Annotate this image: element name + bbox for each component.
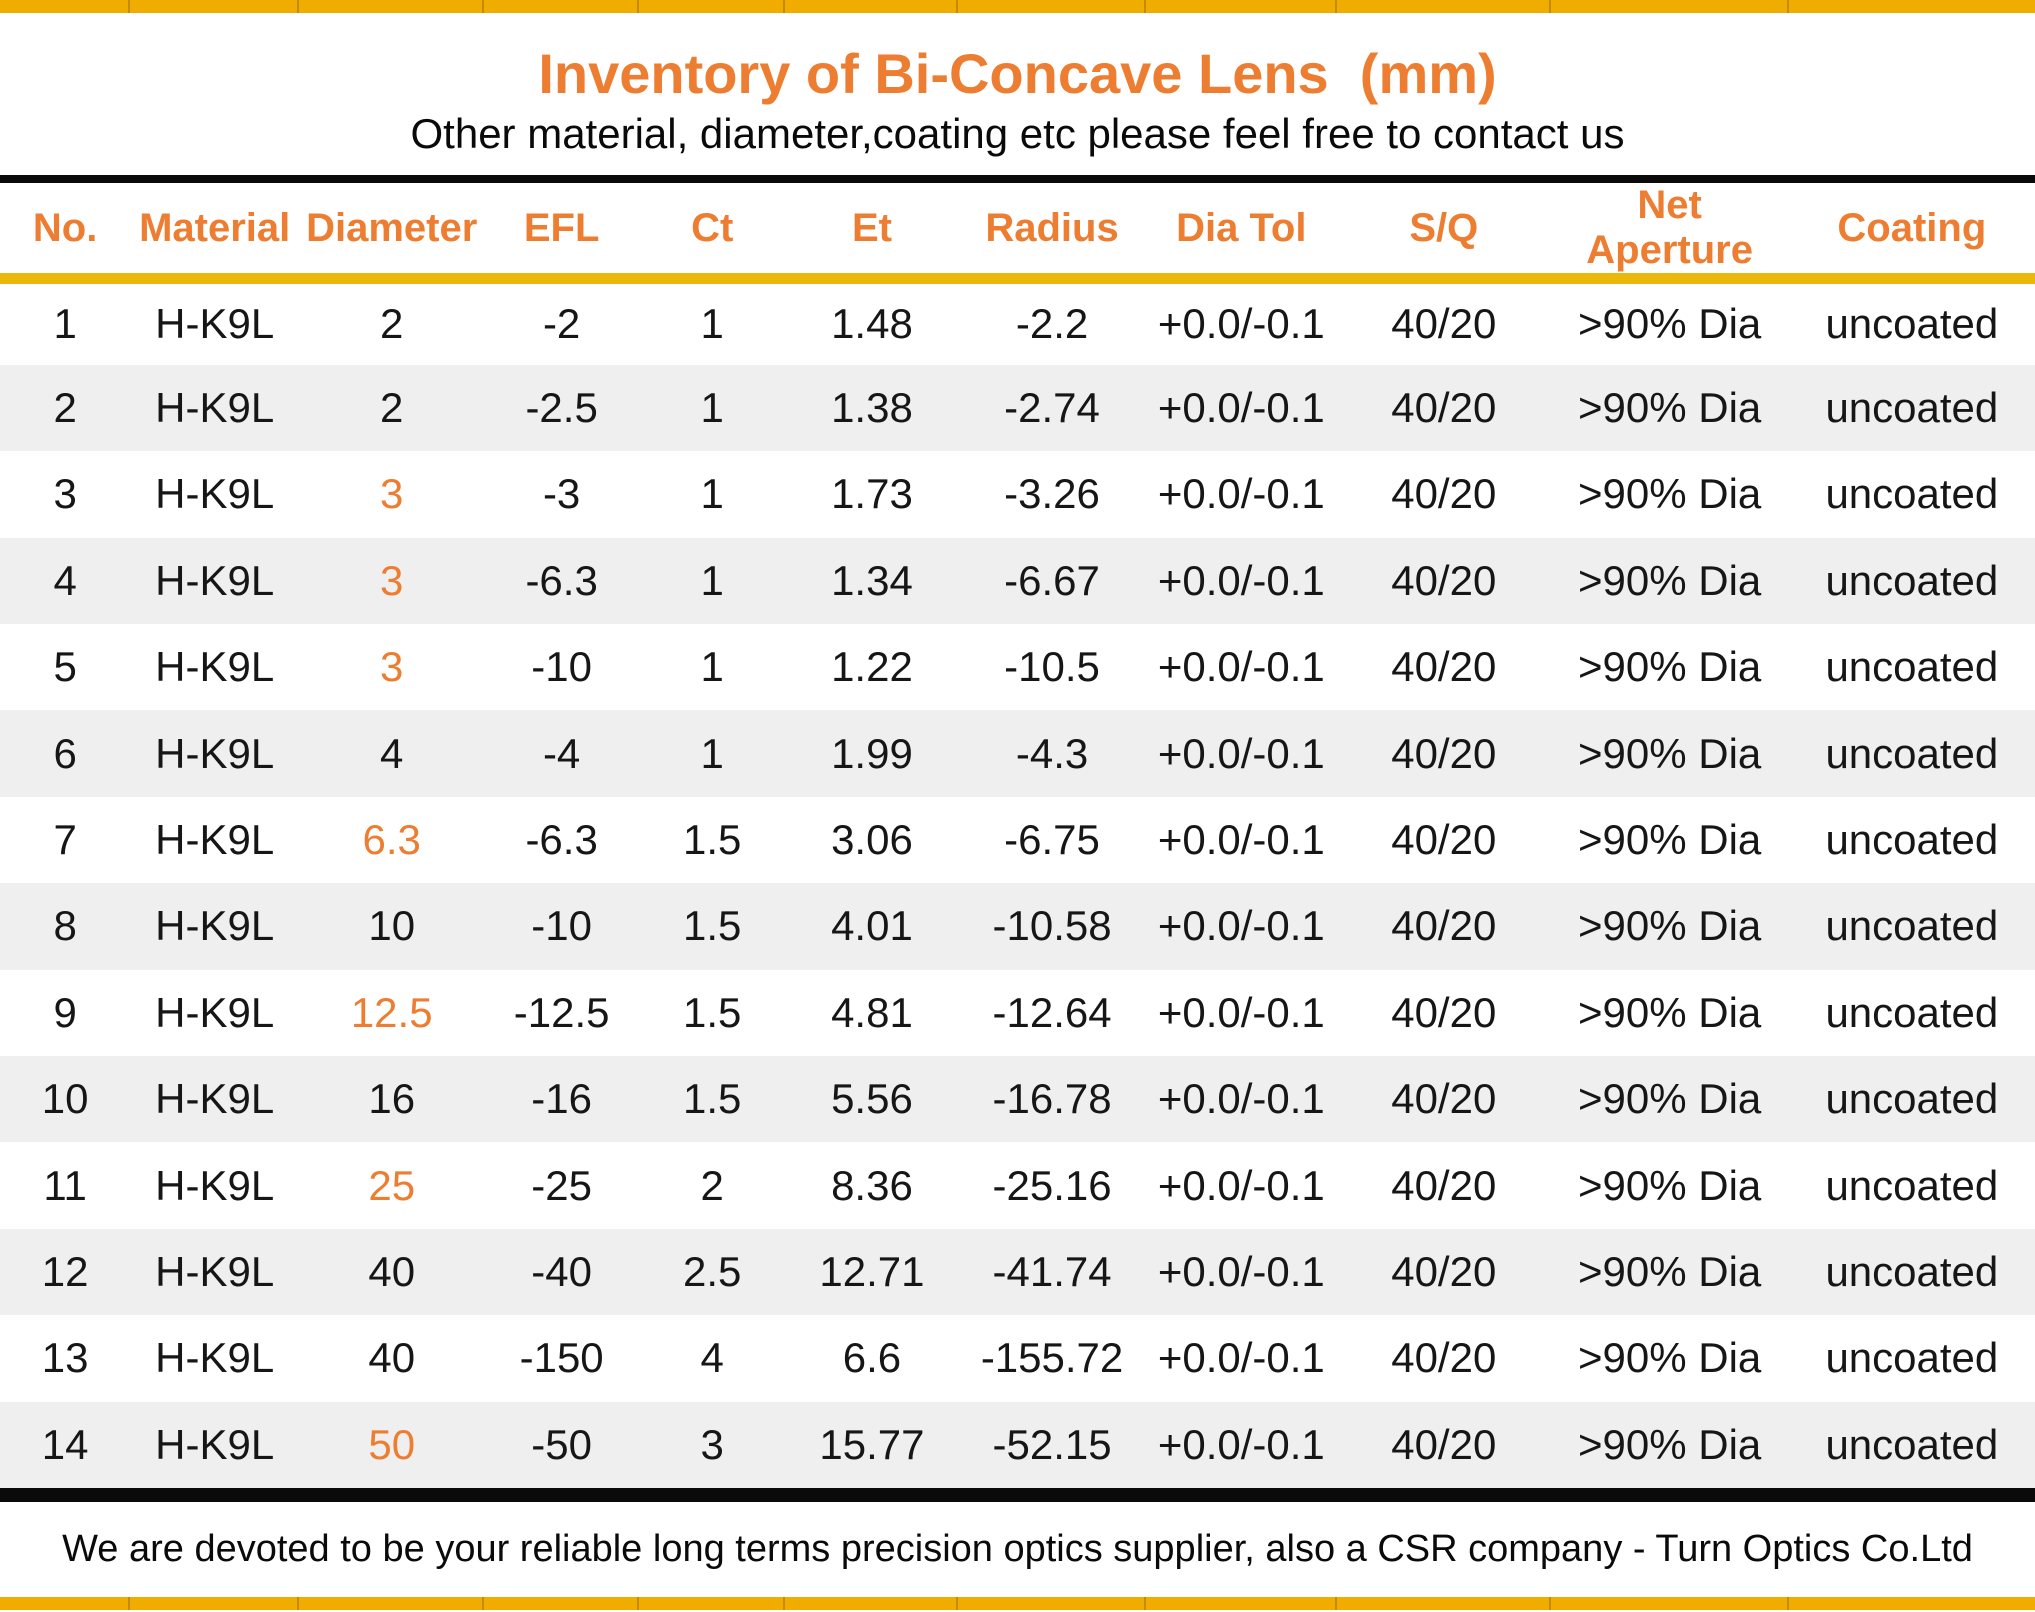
- col-header-sq: S/Q: [1337, 183, 1551, 279]
- cell-net-aperture: >90% Dia: [1578, 384, 1762, 432]
- cell-efl: -3: [542, 470, 581, 518]
- cell-material: H-K9L: [155, 470, 275, 518]
- cell-ct: 1: [700, 384, 724, 432]
- cell-sq: 40/20: [1391, 470, 1497, 518]
- cell-sq: 40/20: [1391, 1334, 1497, 1382]
- table-row: [0, 451, 2035, 537]
- cell-efl: -4: [542, 729, 581, 777]
- cell-no: 6: [53, 729, 77, 777]
- cell-net-aperture: >90% Dia: [1578, 300, 1762, 348]
- cell-dia-tol: +0.0/-0.1: [1157, 470, 1325, 518]
- bar-segment: [484, 0, 639, 13]
- cell-sq: 40/20: [1391, 729, 1497, 777]
- cell-net-aperture: >90% Dia: [1578, 1161, 1762, 1209]
- cell-radius: -3.26: [1004, 470, 1100, 518]
- cell-net-aperture: >90% Dia: [1578, 1247, 1762, 1295]
- cell-no: 1: [53, 300, 77, 348]
- bar-segment: [484, 1597, 639, 1610]
- cell-sq: 40/20: [1391, 1247, 1497, 1295]
- cell-diameter: 40: [368, 1334, 416, 1382]
- bar-segment: [1146, 1597, 1337, 1610]
- col-header-radius: Radius: [958, 183, 1145, 279]
- footer-note: We are devoted to be your reliable long terms precision optics supplier, also a CSR company - Turn Optics Co.Ltd: [62, 1527, 1973, 1570]
- table-row: [0, 970, 2035, 1056]
- cell-sq: 40/20: [1391, 816, 1497, 864]
- col-header-net-aperture: Net Aperture: [1551, 183, 1789, 279]
- cell-net-aperture: >90% Dia: [1578, 902, 1762, 950]
- cell-no: 2: [53, 384, 77, 432]
- cell-diameter: 3: [380, 556, 404, 604]
- cell-efl: -150: [519, 1334, 604, 1382]
- table-row: [0, 365, 2035, 451]
- cell-no: 11: [43, 1161, 87, 1209]
- bar-segment: [1146, 0, 1337, 13]
- cell-dia-tol: +0.0/-0.1: [1157, 1420, 1325, 1468]
- bar-segment: [1789, 0, 2035, 13]
- cell-coating: uncoated: [1825, 1420, 1999, 1468]
- cell-ct: 2.5: [683, 1247, 742, 1295]
- cell-dia-tol: +0.0/-0.1: [1157, 643, 1325, 691]
- cell-coating: uncoated: [1825, 643, 1999, 691]
- bar-segment: [785, 0, 958, 13]
- cell-dia-tol: +0.0/-0.1: [1157, 1075, 1325, 1123]
- cell-no: 4: [53, 556, 77, 604]
- top-border-bar: [0, 0, 2035, 13]
- cell-material: H-K9L: [155, 988, 275, 1036]
- cell-diameter: 2: [380, 300, 404, 348]
- table-row: [0, 710, 2035, 796]
- cell-dia-tol: +0.0/-0.1: [1157, 300, 1325, 348]
- cell-sq: 40/20: [1391, 1420, 1497, 1468]
- cell-diameter: 4: [380, 729, 404, 777]
- bar-segment: [299, 1597, 484, 1610]
- cell-efl: -10: [531, 643, 592, 691]
- cell-ct: 1: [700, 470, 724, 518]
- bar-segment: [1551, 1597, 1789, 1610]
- bar-segment: [639, 1597, 786, 1610]
- col-header-coating: Coating: [1789, 183, 2035, 279]
- cell-radius: -52.15: [992, 1420, 1112, 1468]
- cell-material: H-K9L: [155, 902, 275, 950]
- table-row: [0, 1056, 2035, 1142]
- cell-efl: -25: [531, 1161, 592, 1209]
- lens-table-body: [0, 279, 2035, 1488]
- cell-coating: uncoated: [1825, 384, 1999, 432]
- cell-coating: uncoated: [1825, 902, 1999, 950]
- table-row: [0, 1229, 2035, 1315]
- table-bottom-rule: [0, 1488, 2035, 1502]
- bar-segment: [130, 1597, 299, 1610]
- table-row: [0, 1402, 2035, 1488]
- bottom-border-bar: [0, 1597, 2035, 1610]
- cell-et: 4.01: [831, 902, 913, 950]
- cell-ct: 1.5: [683, 902, 742, 950]
- cell-sq: 40/20: [1391, 1075, 1497, 1123]
- cell-ct: 1: [700, 300, 724, 348]
- cell-coating: uncoated: [1825, 729, 1999, 777]
- cell-et: 8.36: [831, 1161, 913, 1209]
- cell-no: 13: [41, 1334, 89, 1382]
- cell-material: H-K9L: [155, 643, 275, 691]
- cell-radius: -2.74: [1004, 384, 1100, 432]
- cell-dia-tol: +0.0/-0.1: [1157, 556, 1325, 604]
- cell-et: 4.81: [831, 988, 913, 1036]
- cell-dia-tol: +0.0/-0.1: [1157, 816, 1325, 864]
- cell-radius: -4.3: [1015, 729, 1089, 777]
- cell-net-aperture: >90% Dia: [1578, 988, 1762, 1036]
- cell-sq: 40/20: [1391, 1161, 1497, 1209]
- cell-coating: uncoated: [1825, 556, 1999, 604]
- cell-material: H-K9L: [155, 816, 275, 864]
- bar-segment: [958, 0, 1145, 13]
- cell-diameter: 6.3: [362, 816, 421, 864]
- cell-et: 1.38: [831, 384, 913, 432]
- bar-segment: [299, 0, 484, 13]
- cell-et: 15.77: [819, 1420, 925, 1468]
- cell-et: 12.71: [819, 1247, 925, 1295]
- cell-no: 5: [53, 643, 77, 691]
- cell-net-aperture: >90% Dia: [1578, 1420, 1762, 1468]
- bar-segment: [130, 0, 299, 13]
- cell-net-aperture: >90% Dia: [1578, 556, 1762, 604]
- cell-net-aperture: >90% Dia: [1578, 729, 1762, 777]
- cell-radius: -155.72: [980, 1334, 1124, 1382]
- cell-net-aperture: >90% Dia: [1578, 643, 1762, 691]
- cell-material: H-K9L: [155, 1247, 275, 1295]
- cell-diameter: 10: [368, 902, 416, 950]
- cell-no: 10: [41, 1075, 89, 1123]
- cell-ct: 4: [700, 1334, 724, 1382]
- cell-dia-tol: +0.0/-0.1: [1157, 729, 1325, 777]
- cell-efl: -50: [531, 1420, 592, 1468]
- bar-segment: [1551, 0, 1789, 13]
- cell-diameter: 16: [368, 1075, 416, 1123]
- cell-no: 3: [53, 470, 77, 518]
- cell-material: H-K9L: [155, 1161, 275, 1209]
- cell-sq: 40/20: [1391, 643, 1497, 691]
- page-subtitle: Other material, diameter,coating etc please feel free to contact us: [410, 110, 1625, 157]
- cell-coating: uncoated: [1825, 1075, 1999, 1123]
- cell-efl: -10: [531, 902, 592, 950]
- cell-dia-tol: +0.0/-0.1: [1157, 1334, 1325, 1382]
- cell-net-aperture: >90% Dia: [1578, 1334, 1762, 1382]
- cell-ct: 1: [700, 729, 724, 777]
- cell-no: 14: [41, 1420, 89, 1468]
- cell-radius: -41.74: [992, 1247, 1112, 1295]
- cell-sq: 40/20: [1391, 988, 1497, 1036]
- table-row: [0, 1142, 2035, 1228]
- cell-no: 9: [53, 988, 77, 1036]
- table-row: [0, 279, 2035, 365]
- bar-segment: [1789, 1597, 2035, 1610]
- cell-coating: uncoated: [1825, 1334, 1999, 1382]
- cell-coating: uncoated: [1825, 988, 1999, 1036]
- cell-radius: -10.5: [1004, 643, 1100, 691]
- col-header-dia-tol: Dia Tol: [1146, 183, 1337, 279]
- col-header-no: No.: [0, 183, 130, 279]
- cell-net-aperture: >90% Dia: [1578, 1075, 1762, 1123]
- bar-segment: [1337, 1597, 1551, 1610]
- cell-et: 1.22: [831, 643, 913, 691]
- cell-et: 1.73: [831, 470, 913, 518]
- cell-efl: -2.5: [525, 384, 598, 432]
- cell-no: 7: [53, 816, 77, 864]
- cell-et: 3.06: [831, 816, 913, 864]
- cell-et: 1.99: [831, 729, 913, 777]
- col-header-efl: EFL: [484, 183, 639, 279]
- subtitle-divider-rule: [0, 175, 2035, 183]
- cell-efl: -2: [542, 300, 581, 348]
- cell-radius: -6.75: [1004, 816, 1100, 864]
- cell-radius: -16.78: [992, 1075, 1112, 1123]
- cell-sq: 40/20: [1391, 556, 1497, 604]
- cell-material: H-K9L: [155, 729, 275, 777]
- table-header-row: [0, 183, 2035, 279]
- cell-sq: 40/20: [1391, 384, 1497, 432]
- cell-ct: 1.5: [683, 1075, 742, 1123]
- cell-ct: 3: [700, 1420, 724, 1468]
- table-row: [0, 1315, 2035, 1401]
- cell-et: 1.48: [831, 300, 913, 348]
- cell-coating: uncoated: [1825, 470, 1999, 518]
- col-header-et: Et: [785, 183, 958, 279]
- cell-efl: -6.3: [525, 556, 598, 604]
- cell-radius: -2.2: [1015, 300, 1089, 348]
- cell-efl: -12.5: [513, 988, 610, 1036]
- cell-efl: -16: [531, 1075, 592, 1123]
- cell-radius: -12.64: [992, 988, 1112, 1036]
- cell-diameter: 3: [380, 470, 404, 518]
- cell-diameter: 40: [368, 1247, 416, 1295]
- cell-dia-tol: +0.0/-0.1: [1157, 902, 1325, 950]
- bar-segment: [958, 1597, 1145, 1610]
- page-title: Inventory of Bi-Concave Lens (mm): [538, 42, 1497, 105]
- cell-no: 8: [53, 902, 77, 950]
- cell-dia-tol: +0.0/-0.1: [1157, 384, 1325, 432]
- cell-diameter: 2: [380, 384, 404, 432]
- table-row: [0, 538, 2035, 624]
- title-block: [0, 13, 2035, 175]
- cell-net-aperture: >90% Dia: [1578, 470, 1762, 518]
- cell-coating: uncoated: [1825, 816, 1999, 864]
- cell-ct: 1: [700, 556, 724, 604]
- table-row: [0, 883, 2035, 969]
- cell-et: 1.34: [831, 556, 913, 604]
- cell-radius: -10.58: [992, 902, 1112, 950]
- cell-material: H-K9L: [155, 1075, 275, 1123]
- lens-inventory-table: [0, 183, 2035, 1488]
- cell-diameter: 25: [368, 1161, 416, 1209]
- cell-ct: 1.5: [683, 816, 742, 864]
- col-header-material: Material: [130, 183, 299, 279]
- cell-material: H-K9L: [155, 1334, 275, 1382]
- cell-ct: 2: [700, 1161, 724, 1209]
- cell-material: H-K9L: [155, 1420, 275, 1468]
- cell-dia-tol: +0.0/-0.1: [1157, 1161, 1325, 1209]
- cell-efl: -6.3: [525, 816, 598, 864]
- table-row: [0, 797, 2035, 883]
- cell-sq: 40/20: [1391, 902, 1497, 950]
- col-header-ct: Ct: [639, 183, 786, 279]
- cell-et: 5.56: [831, 1075, 913, 1123]
- bar-segment: [0, 0, 130, 13]
- cell-radius: -25.16: [992, 1161, 1112, 1209]
- table-row: [0, 624, 2035, 710]
- col-header-diameter: Diameter: [299, 183, 484, 279]
- bar-segment: [0, 1597, 130, 1610]
- cell-sq: 40/20: [1391, 300, 1497, 348]
- bar-segment: [785, 1597, 958, 1610]
- cell-ct: 1: [700, 643, 724, 691]
- cell-material: H-K9L: [155, 384, 275, 432]
- cell-radius: -6.67: [1004, 556, 1100, 604]
- cell-material: H-K9L: [155, 556, 275, 604]
- cell-coating: uncoated: [1825, 1247, 1999, 1295]
- cell-dia-tol: +0.0/-0.1: [1157, 988, 1325, 1036]
- cell-dia-tol: +0.0/-0.1: [1157, 1247, 1325, 1295]
- cell-et: 6.6: [842, 1334, 902, 1382]
- cell-no: 12: [41, 1247, 89, 1295]
- cell-coating: uncoated: [1825, 300, 1999, 348]
- cell-diameter: 3: [380, 643, 404, 691]
- cell-efl: -40: [531, 1247, 592, 1295]
- cell-diameter: 12.5: [350, 988, 433, 1036]
- cell-ct: 1.5: [683, 988, 742, 1036]
- bar-segment: [639, 0, 786, 13]
- cell-diameter: 50: [368, 1420, 416, 1468]
- cell-material: H-K9L: [155, 300, 275, 348]
- cell-net-aperture: >90% Dia: [1578, 816, 1762, 864]
- bar-segment: [1337, 0, 1551, 13]
- cell-coating: uncoated: [1825, 1161, 1999, 1209]
